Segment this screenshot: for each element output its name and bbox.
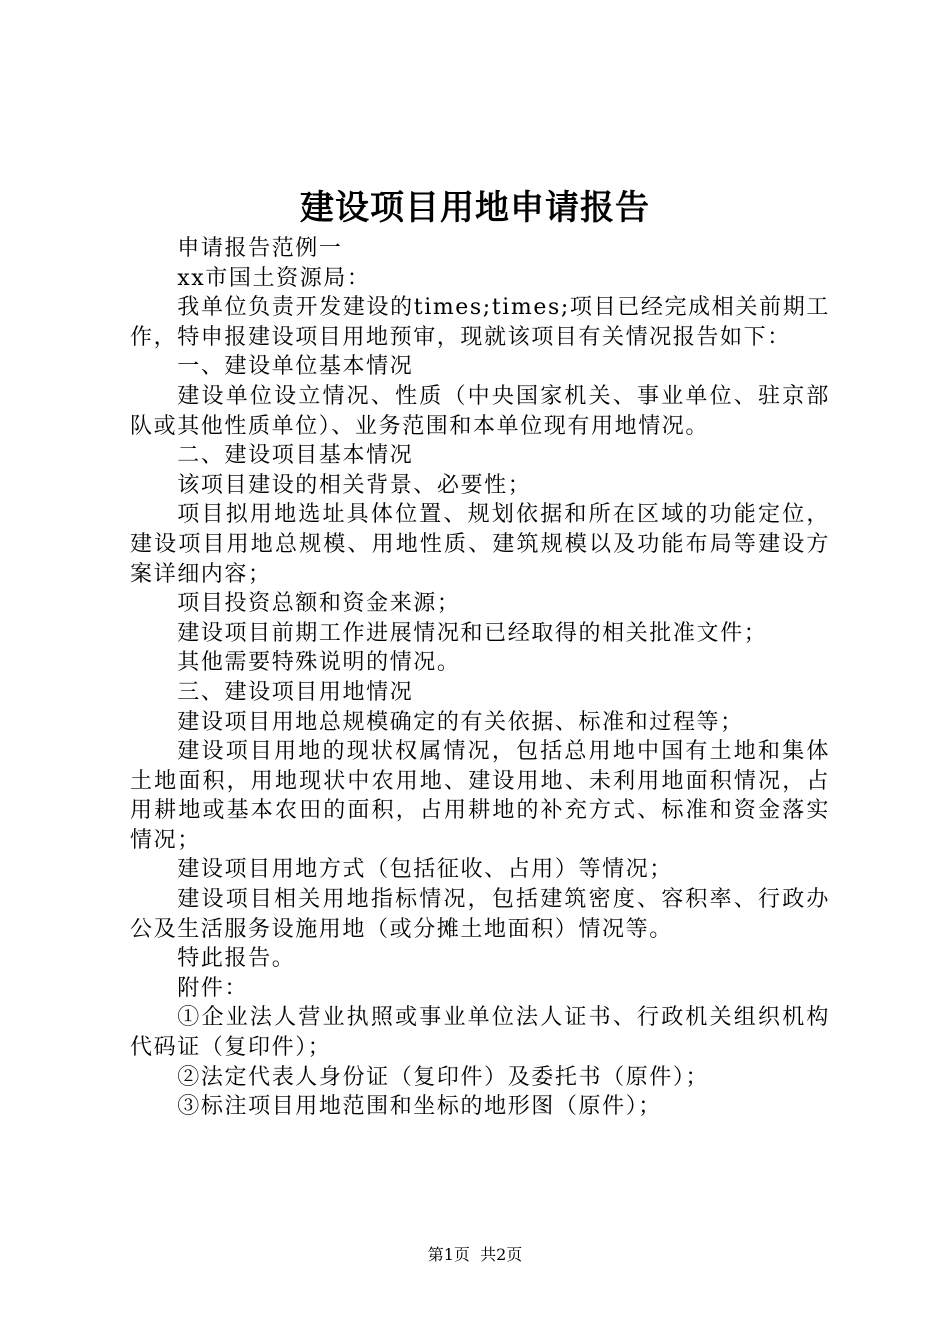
paragraph-body: 该项目建设的相关背景、必要性； — [177, 472, 532, 498]
paragraph-body: 其他需要特殊说明的情况。 — [177, 650, 461, 676]
attachments-heading: 附件： — [177, 975, 249, 1001]
paragraph-body: 项目投资总额和资金来源； — [177, 591, 461, 617]
attachment-item: ②法定代表人身份证（复印件）及委托书（原件）； — [177, 1064, 710, 1090]
section-heading-1: 一、建设单位基本情况 — [177, 354, 414, 380]
paragraph-example-label: 申请报告范例一 — [177, 236, 343, 261]
section-heading-3: 三、建设项目用地情况 — [177, 679, 414, 705]
paragraph-body: 建设项目相关用地指标情况，包括建筑密度、容积率、行政办公及生活服务设施用地（或分摊土地面积）情况等。 — [130, 887, 830, 942]
paragraph-body: 建设项目用地的现状权属情况，包括总用地中国有土地和集体土地面积，用地现状中农用地、建设用地、未利用地面积情况，占用耕地或基本农田的面积，占用耕地的补充方式、标准和资金落实情况； — [130, 739, 830, 853]
paragraph-addressee: xx市国土资源局： — [177, 265, 371, 291]
paragraph-intro: 我单位负责开发建设的times;times;项目已经完成相关前期工作，特申报建设项目用地预审，现就该项目有关情况报告如下： — [130, 295, 830, 350]
paragraph-body: 项目拟用地选址具体位置、规划依据和所在区域的功能定位，建设项目用地总规模、用地性质、建筑规模以及功能布局等建设方案详细内容； — [130, 502, 830, 587]
section-heading-2: 二、建设项目基本情况 — [177, 443, 414, 469]
document-body — [130, 234, 830, 1122]
attachment-item: ①企业法人营业执照或事业单位法人证书、行政机关组织机构代码证（复印件）； — [130, 1005, 830, 1061]
paragraph-body: 建设项目前期工作进展情况和已经取得的相关批准文件； — [177, 620, 768, 646]
document-title: 建设项目用地申请报告 — [300, 188, 650, 228]
paragraph-body: 建设项目用地总规模确定的有关依据、标准和过程等； — [177, 709, 744, 735]
page-footer — [0, 1243, 950, 1267]
paragraph-closing: 特此报告。 — [177, 946, 296, 972]
paragraph-body: 建设项目用地方式（包括征收、占用）等情况； — [177, 857, 673, 883]
page-number: 第1页 共2页 — [427, 1245, 523, 1264]
paragraph-body: 建设单位设立情况、性质（中央国家机关、事业单位、驻京部队或其他性质单位）、业务范围和本单位现有用地情况。 — [130, 383, 830, 439]
attachment-item: ③标注项目用地范围和坐标的地形图（原件）； — [177, 1094, 662, 1120]
